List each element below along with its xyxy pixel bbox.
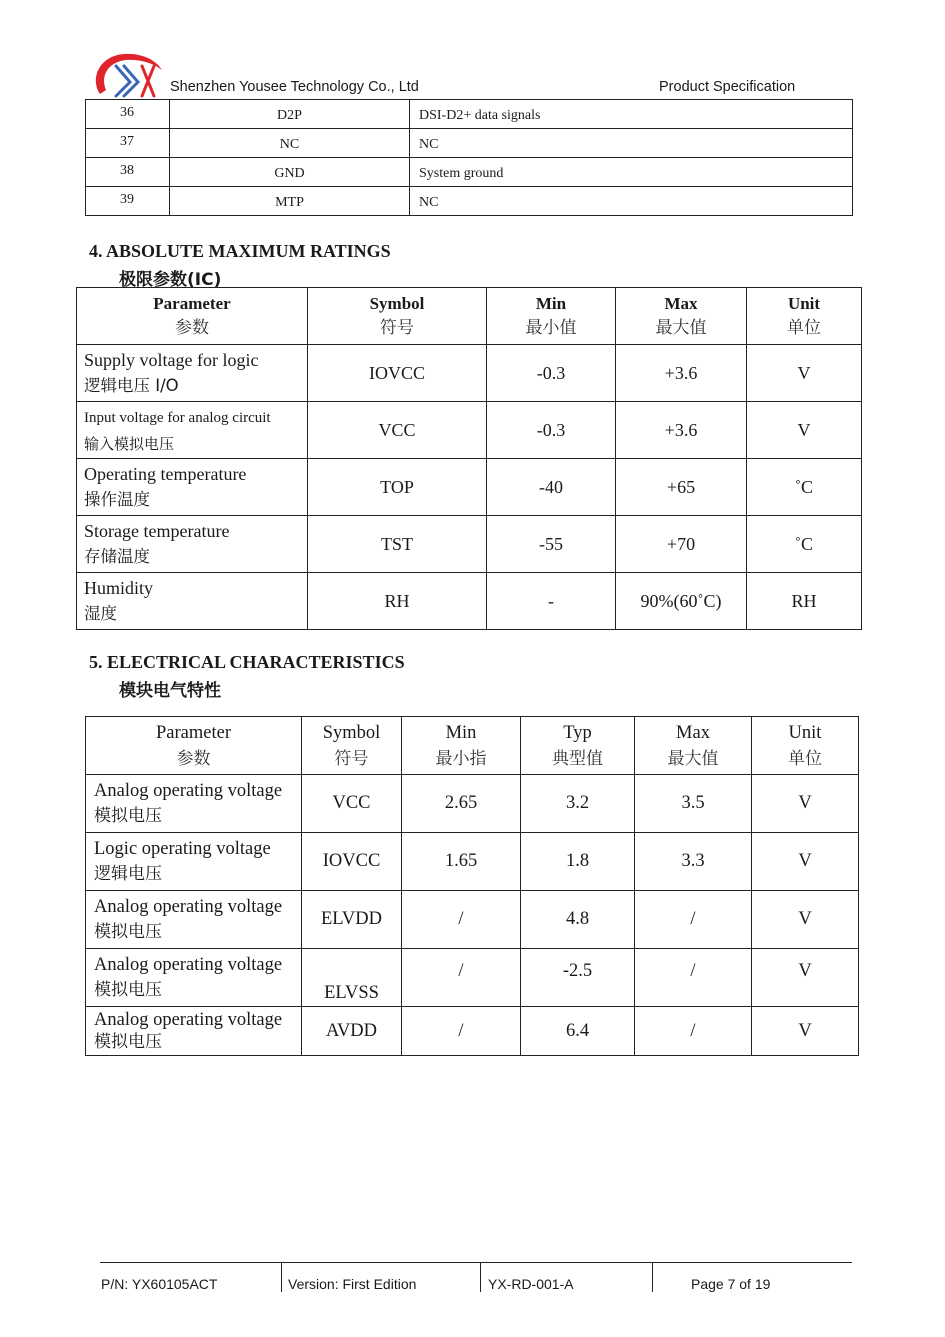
footer-page-number: Page 7 of 19: [691, 1276, 771, 1292]
table-row: [77, 573, 862, 630]
symbol-cell: TOP: [308, 459, 487, 516]
pin-table: [85, 99, 853, 216]
pin-name: GND: [170, 158, 410, 187]
pin-name: NC: [170, 129, 410, 158]
parameter-cell: Storage temperature 存储温度: [77, 516, 308, 573]
parameter-cell: Analog operating voltage 模拟电压: [86, 775, 302, 833]
table-row: [77, 516, 862, 573]
max-cell: /: [635, 1007, 752, 1056]
unit-cell: ˚C: [747, 516, 862, 573]
column-header: Min 最小指: [402, 717, 521, 775]
min-cell: -: [487, 573, 616, 630]
company-name: Shenzhen Yousee Technology Co., Ltd: [170, 79, 419, 95]
max-cell: /: [635, 949, 752, 1007]
symbol-cell: IOVCC: [308, 345, 487, 402]
symbol-cell: VCC: [302, 775, 402, 833]
column-header: Parameter 参数: [77, 288, 308, 345]
min-cell: /: [402, 949, 521, 1007]
document-type: Product Specification: [659, 79, 796, 95]
min-cell: -40: [487, 459, 616, 516]
parameter-cell: Supply voltage for logic 逻辑电压 I/O: [77, 345, 308, 402]
table-row: [77, 459, 862, 516]
footer-doc-number: YX-RD-001-A: [488, 1276, 574, 1292]
typ-cell: 1.8: [521, 833, 635, 891]
column-header: Parameter 参数: [86, 717, 302, 775]
column-header: Symbol 符号: [302, 717, 402, 775]
column-header: Max 最大值: [635, 717, 752, 775]
min-cell: -0.3: [487, 402, 616, 459]
typ-cell: 4.8: [521, 891, 635, 949]
symbol-cell: AVDD: [302, 1007, 402, 1056]
unit-cell: V: [747, 345, 862, 402]
min-cell: -0.3: [487, 345, 616, 402]
min-cell: /: [402, 1007, 521, 1056]
table-row: [77, 402, 862, 459]
unit-cell: ˚C: [747, 459, 862, 516]
pin-number: 39: [86, 187, 170, 216]
table-row: [86, 1007, 859, 1056]
table-row: [77, 345, 862, 402]
unit-cell: V: [747, 402, 862, 459]
parameter-cell: Humidity 湿度: [77, 573, 308, 630]
electrical-table: [85, 716, 859, 1056]
footer-version: Version: First Edition: [288, 1276, 417, 1292]
footer-divider: [100, 1262, 852, 1263]
table-row: [86, 775, 859, 833]
typ-cell: 6.4: [521, 1007, 635, 1056]
parameter-cell: Analog operating voltage 模拟电压: [86, 891, 302, 949]
parameter-cell: Analog operating voltage 模拟电压: [86, 1007, 302, 1056]
max-cell: 3.3: [635, 833, 752, 891]
max-cell: 3.5: [635, 775, 752, 833]
pin-description: NC: [410, 129, 853, 158]
typ-cell: -2.5: [521, 949, 635, 1007]
min-cell: /: [402, 891, 521, 949]
column-header: Min 最小值: [487, 288, 616, 345]
pin-number: 36: [86, 100, 170, 129]
symbol-cell: ELVSS: [302, 949, 402, 1007]
column-header: Unit 单位: [752, 717, 859, 775]
symbol-cell: RH: [308, 573, 487, 630]
min-cell: -55: [487, 516, 616, 573]
max-cell: +65: [616, 459, 747, 516]
table-row: [86, 187, 853, 216]
unit-cell: RH: [747, 573, 862, 630]
min-cell: 2.65: [402, 775, 521, 833]
section-title: 5. ELECTRICAL CHARACTERISTICS: [89, 652, 405, 672]
parameter-cell: Logic operating voltage 逻辑电压: [86, 833, 302, 891]
max-cell: +3.6: [616, 345, 747, 402]
unit-cell: V: [752, 949, 859, 1007]
max-cell: +70: [616, 516, 747, 573]
pin-number: 37: [86, 129, 170, 158]
footer-part-number: P/N: YX60105ACT: [101, 1276, 218, 1292]
pin-name: MTP: [170, 187, 410, 216]
unit-cell: V: [752, 1007, 859, 1056]
symbol-cell: VCC: [308, 402, 487, 459]
column-header: Symbol 符号: [308, 288, 487, 345]
symbol-cell: ELVDD: [302, 891, 402, 949]
pin-number: 38: [86, 158, 170, 187]
company-logo: [90, 50, 168, 98]
table-header-row: [86, 717, 859, 775]
pin-name: D2P: [170, 100, 410, 129]
symbol-cell: TST: [308, 516, 487, 573]
section-subtitle: 极限参数(IC): [119, 270, 222, 290]
footer-separator: [480, 1263, 481, 1292]
pin-description: System ground: [410, 158, 853, 187]
table-header-row: [77, 288, 862, 345]
parameter-cell: Input voltage for analog circuit 输入模拟电压: [77, 402, 308, 459]
unit-cell: V: [752, 775, 859, 833]
table-row: [86, 949, 859, 1007]
footer-separator: [281, 1263, 282, 1292]
column-header: Typ 典型值: [521, 717, 635, 775]
min-cell: 1.65: [402, 833, 521, 891]
max-cell: +3.6: [616, 402, 747, 459]
max-cell: 90%(60˚C): [616, 573, 747, 630]
parameter-cell: Operating temperature 操作温度: [77, 459, 308, 516]
table-row: [86, 100, 853, 129]
section-title: 4. ABSOLUTE MAXIMUM RATINGS: [89, 241, 391, 261]
unit-cell: V: [752, 833, 859, 891]
table-row: [86, 129, 853, 158]
table-row: [86, 891, 859, 949]
typ-cell: 3.2: [521, 775, 635, 833]
symbol-cell: IOVCC: [302, 833, 402, 891]
parameter-cell: Analog operating voltage 模拟电压: [86, 949, 302, 1007]
pin-description: NC: [410, 187, 853, 216]
ratings-table: [76, 287, 862, 630]
pin-description: DSI-D2+ data signals: [410, 100, 853, 129]
unit-cell: V: [752, 891, 859, 949]
column-header: Max 最大值: [616, 288, 747, 345]
max-cell: /: [635, 891, 752, 949]
table-row: [86, 158, 853, 187]
footer-separator: [652, 1263, 653, 1292]
table-row: [86, 833, 859, 891]
column-header: Unit 单位: [747, 288, 862, 345]
section-subtitle: 模块电气特性: [119, 681, 221, 701]
